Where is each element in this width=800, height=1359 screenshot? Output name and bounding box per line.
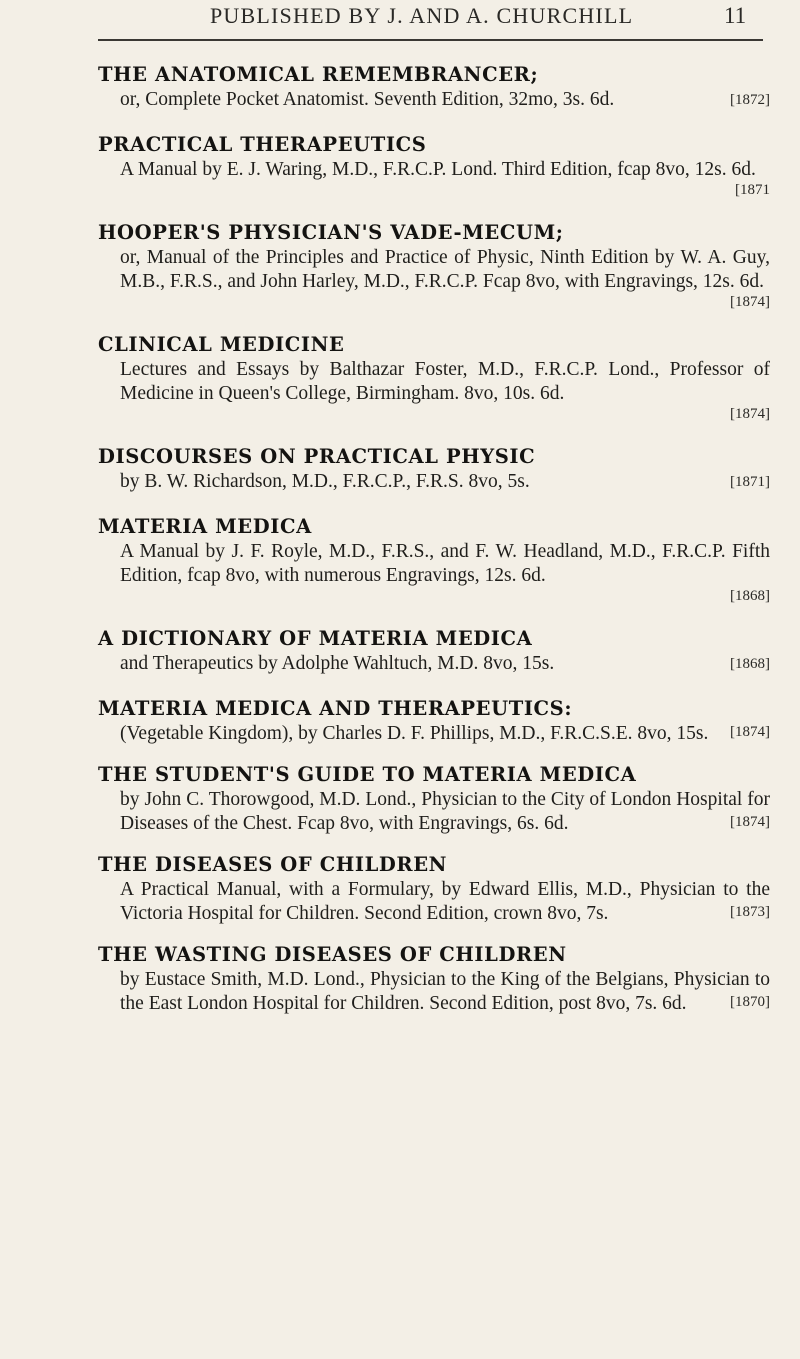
entry-description-text: A Practical Manual, with a Formulary, by Edward Ellis, M.D., Physician to the Victoria Hospital for Children. Second Edition, crown 8vo, 7s. [120,879,770,924]
entry-description [120,470,770,494]
catalogue-entry [98,332,770,424]
entry-year: [1874] [730,724,770,740]
entry-year: [1871] [730,474,770,490]
entry-description-text: A Manual by E. J. Waring, M.D., F.R.C.P. Lond. Third Edition, fcap 8vo, 12s. 6d. [120,159,756,180]
entry-year: [1874] [730,814,770,830]
entry-year: [1874] [730,294,770,310]
catalogue-entry [98,514,770,606]
entry-description-text: A Manual by J. F. Royle, M.D., F.R.S., and F. W. Headland, M.D., F.R.C.P. Fifth Edition, fcap 8vo, with numerous Engravings, 12s. 6d. [120,541,770,586]
catalogue-entry [98,696,770,742]
entry-description-text: or, Manual of the Principles and Practice of Physic, Ninth Edition by W. A. Guy, M.B., F.R.S., and John Harley, M.D., F.R.C.P. Fcap 8vo, with Engravings, 12s. 6d. [120,247,770,292]
entry-description [120,878,770,922]
header-rule [98,39,763,41]
entry-title: THE WASTING DISEASES OF CHILDREN [98,943,567,966]
catalogue-entry [98,942,770,1012]
entry-description [120,358,770,424]
catalogue-entry [98,762,770,832]
entry-title: MATERIA MEDICA [98,515,312,538]
entry-description [120,158,770,200]
running-head: PUBLISHED BY J. AND A. CHURCHILL [210,3,634,28]
entry-year: [1873] [730,904,770,920]
entry-description-text: by Eustace Smith, M.D. Lond., Physician to the King of the Belgians, Physician to the East London Hospital for Children. Second Edition, post 8vo, 7s. 6d. [120,969,770,1014]
entry-description [120,722,770,742]
entry-title: A DICTIONARY OF MATERIA MEDICA [98,627,533,650]
catalogue-entry [98,626,770,676]
page-number: 11 [724,3,747,28]
catalogue-entry [98,852,770,922]
entry-year: [1870] [730,994,770,1010]
entry-title: DISCOURSES ON PRACTICAL PHYSIC [98,445,536,468]
entry-title: THE STUDENT'S GUIDE TO MATERIA MEDICA [98,763,637,786]
entry-title: THE DISEASES OF CHILDREN [98,853,448,876]
entry-description [120,540,770,606]
entry-description [120,788,770,832]
catalogue-entry [98,220,770,312]
catalogue-entry [98,444,770,494]
entry-title: HOOPER'S PHYSICIAN'S VADE-MECUM; [98,221,564,244]
entry-description [120,968,770,1012]
entry-description-text: by B. W. Richardson, M.D., F.R.C.P., F.R.S. 8vo, 5s. [120,471,530,492]
entry-description-text: and Therapeutics by Adolphe Wahltuch, M.D. 8vo, 15s. [120,653,555,674]
entry-description [120,88,770,112]
entry-year: [1871 [735,182,770,198]
entry-description [120,246,770,312]
entry-title: THE ANATOMICAL REMEMBRANCER; [98,63,539,86]
entry-description [120,652,770,676]
catalogue-entries [98,62,770,1032]
entry-title: CLINICAL MEDICINE [98,333,345,356]
catalogue-entry [98,132,770,200]
entry-description-text: (Vegetable Kingdom), by Charles D. F. Phillips, M.D., F.R.C.S.E. 8vo, 15s. [120,723,709,744]
entry-title: PRACTICAL THERAPEUTICS [98,133,427,156]
entry-title: MATERIA MEDICA AND THERAPEUTICS: [98,697,573,720]
catalogue-entry [98,62,770,112]
entry-year: [1872] [730,92,770,108]
entry-description-text: Lectures and Essays by Balthazar Foster, M.D., F.R.C.P. Lond., Professor of Medicine in Queen's College, Birmingham. 8vo, 10s. 6d. [120,359,770,404]
entry-year: [1874] [730,406,770,422]
entry-year: [1868] [730,588,770,604]
entry-description-text: by John C. Thorowgood, M.D. Lond., Physician to the City of London Hospital for Diseases of the Chest. Fcap 8vo, with Engravings, 6s. 6d. [120,789,770,834]
entry-year: [1868] [730,656,770,672]
entry-description-text: or, Complete Pocket Anatomist. Seventh Edition, 32mo, 3s. 6d. [120,89,615,110]
